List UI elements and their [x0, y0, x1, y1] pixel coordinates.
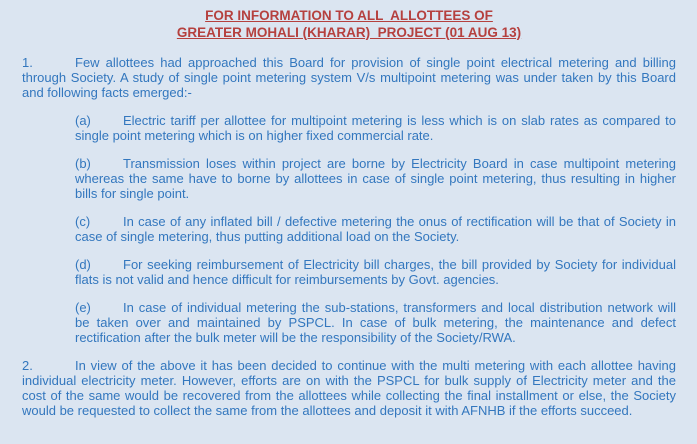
paragraph-label: (e) — [75, 300, 91, 315]
paragraph-text: In case of individual metering the sub-stations, transformers and local distribution network will be taken over and maintained by PSPCL. In case of bulk metering, the maintenance and defect rectification after the bulk meter will be the responsibility of the Society/RWA. — [75, 300, 676, 345]
paragraph-1 — [22, 55, 676, 100]
paragraph-text: In view of the above it has been decided to continue with the multi metering with each allottee having individual electricity meter. However, efforts are on with the PSPCL for bulk supply of Electricity meter and the cost of the same would be recovered from the allottees while collecting the final installment or else, the Society would be requested to collect the same from the allottees and deposit it with AFNHB if the efforts succeed. — [22, 358, 676, 418]
paragraph-1c — [75, 214, 676, 244]
paragraph-1d — [75, 257, 676, 287]
paragraph-text: Few allottees had approached this Board for provision of single point electrical metering and billing through Society. A study of single point metering system V/s multipoint metering was under taken by this Board and following facts emerged:- — [22, 55, 676, 100]
paragraph-1e — [75, 300, 676, 345]
paragraph-label: (b) — [75, 156, 91, 171]
paragraph-text: In case of any inflated bill / defective metering the onus of rectification will be that of Society in case of single metering, thus putting additional load on the Society. — [75, 214, 676, 244]
paragraph-text: For seeking reimbursement of Electricity bill charges, the bill provided by Society for individual flats is not valid and hence difficult for reimbursements by Govt. agencies. — [75, 257, 676, 287]
page-title — [22, 8, 676, 41]
paragraph-label: (a) — [75, 113, 91, 128]
paragraph-2 — [22, 358, 676, 418]
paragraph-text: Transmission loses within project are borne by Electricity Board in case multipoint metering whereas the same have to borne by allottees in case of single point metering, thus resulting in higher bills for single point. — [75, 156, 676, 201]
title-line-2: GREATER MOHALI (KHARAR) PROJECT (01 AUG 13) — [176, 24, 522, 40]
paragraph-1b — [75, 156, 676, 201]
paragraph-label: 2. — [22, 358, 33, 373]
paragraph-label: (d) — [75, 257, 91, 272]
title-line-1: FOR INFORMATION TO ALL ALLOTTEES OF — [205, 8, 493, 23]
paragraph-text: Electric tariff per allottee for multipoint metering is less which is on slab rates as compared to single point metering which is on higher fixed commercial rate. — [75, 113, 676, 143]
paragraph-label: 1. — [22, 55, 33, 70]
paragraph-label: (c) — [75, 214, 91, 229]
paragraph-1a — [75, 113, 676, 143]
